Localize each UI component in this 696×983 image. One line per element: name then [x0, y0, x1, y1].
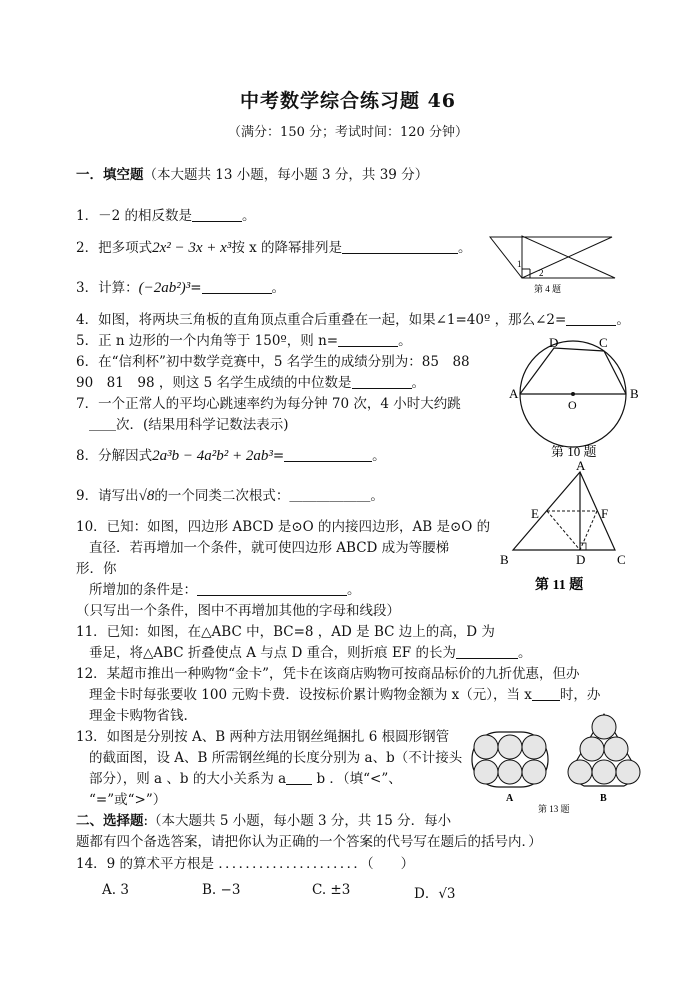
q11-line2: 垂足，将△ABC 折叠使点 A 与点 D 重合，则折痕 EF 的长为 [89, 645, 456, 661]
figure-4-diagram [488, 228, 618, 298]
fig11-fold-fd [580, 511, 597, 550]
q5-answer-blank[interactable] [338, 332, 398, 347]
q1-answer-blank[interactable] [192, 207, 242, 222]
fig10-label-a: A [509, 386, 519, 401]
fig4-triangle-top [490, 237, 612, 278]
fig10-quadrilateral [520, 348, 626, 394]
fig11-label-c: C [617, 552, 626, 567]
figure-11-diagram [497, 458, 635, 594]
fig13-caption: 第 13 题 [538, 804, 570, 814]
question-7-line1: 7．一个正常人的平均心跳速率约为每分钟 70 次，4 小时大约跳 [76, 396, 461, 412]
q1-text: 1．－2 的相反数是 [76, 208, 192, 224]
fig10-label-b: B [630, 386, 639, 401]
question-6-line2 [76, 371, 425, 391]
q2-pre: 2．把多项式 [76, 240, 153, 256]
q13-answer-blank[interactable] [286, 770, 312, 785]
fig11-label-d: D [576, 552, 586, 567]
section1-heading [76, 163, 428, 183]
question-13-line1: 13．如图是分别按 A、B 两种方法用钢丝绳捆扎 6 根圆形钢管 [76, 729, 450, 745]
fig13-pipe-b4 [568, 760, 592, 784]
question-13-line4: “=”或“>”） [89, 792, 167, 808]
question-13-line3 [89, 767, 402, 787]
q14-option-b[interactable]: B. −3 [202, 882, 241, 898]
q4-answer-blank[interactable] [566, 311, 616, 326]
q10-end: 。 [347, 582, 361, 598]
q9-mid: 的一个同类二次根式：＿＿＿＿＿＿。 [154, 488, 384, 504]
question-7-line2: ＿＿次．(结果用科学记数法表示) [89, 417, 289, 433]
question-5 [76, 329, 412, 349]
q2-end: 。 [458, 240, 472, 256]
fig13-label-a: A [506, 793, 514, 804]
section2-heading [76, 809, 451, 829]
q13-line3b: b ．（填“<”、 [312, 771, 402, 787]
fig4-label-2: 2 [539, 268, 544, 278]
fig10-center-dot [571, 392, 575, 396]
q14-option-c[interactable]: C. ±3 [312, 882, 351, 898]
fig10-label-c: C [599, 335, 608, 350]
q8-answer-blank[interactable] [284, 447, 372, 462]
fig13-pipe-a1 [474, 735, 498, 759]
question-4 [76, 308, 630, 328]
fig10-caption: 第 10 题 [551, 444, 597, 459]
question-2 [76, 236, 472, 257]
q12-line2b: 时，办 [559, 687, 601, 703]
fig11-fold-ed [547, 511, 580, 550]
fig13-pipe-a3 [522, 735, 546, 759]
fig13-pipe-b6 [616, 760, 640, 784]
question-10-line1: 10．已知：如图，四边形 ABCD 是⊙O 的内接四边形，AB 是⊙O 的 [76, 519, 491, 535]
q3-mid: = [190, 280, 202, 296]
question-9 [76, 484, 384, 505]
section2-line1: :（本大题共 5 小题，每小题 3 分，共 15 分．每小 [143, 813, 452, 829]
fig11-caption: 第 11 题 [535, 578, 584, 593]
fig11-label-e: E [531, 506, 539, 521]
question-12-line1: 12．某超市推出一种购物“金卡”，凭卡在该商店购物可按商品标价的九折优惠，但办 [76, 666, 580, 682]
q10-answer-blank[interactable] [197, 581, 347, 596]
q4-end: 。 [616, 312, 630, 328]
question-10-line3: 形．你 [76, 561, 117, 577]
q12-answer-blank[interactable] [532, 686, 560, 701]
question-11-line1: 11．已知：如图，在△ABC 中，BC=8 ，AD 是 BC 边上的高，D 为 [76, 624, 495, 640]
q3-pre: 3．计算： [76, 280, 139, 296]
fig13-pipe-b2 [580, 737, 604, 761]
fig13-pipe-a2 [498, 735, 522, 759]
q6-line2: 90 81 98 ，则这 5 名学生成绩的中位数是 [76, 375, 352, 391]
q8-expression: 2a³b − 4a²b² + 2ab³ [152, 448, 273, 464]
q4-text: 4．如图，将两块三角板的直角顶点重合后重叠在一起，如果∠1=40º ，那么∠2= [76, 312, 567, 328]
question-12-line2 [89, 683, 600, 703]
q1-end: 。 [241, 208, 256, 224]
fig10-label-d: D [549, 335, 559, 350]
fig11-label-f: F [601, 506, 609, 521]
fig13-pipe-b5 [592, 760, 616, 784]
question-10-line5: （只写出一个条件，图中不再增加其他的字母和线段） [76, 603, 400, 619]
q8-end: 。 [372, 448, 386, 464]
question-1 [76, 204, 255, 224]
question-3 [76, 276, 285, 297]
question-13-line2: 的截面图，设 A、B 所需钢丝绳的长度分别为 a、b（不计接头 [89, 750, 463, 766]
q10-line4: 所增加的条件是： [89, 582, 197, 598]
page-title: 中考数学综合练习题 46 [239, 90, 457, 112]
q12-line2a: 理金卡时每张要收 100 元购卡费．设按标价累计购物金额为 x（元），当 x [89, 687, 532, 703]
figure-13-diagram [464, 708, 664, 814]
q3-expression: (−2ab²)³ [138, 280, 191, 296]
q11-end: 。 [517, 645, 532, 661]
q13-line3a: 部分），则 a 、b 的大小关系为 a [89, 771, 287, 787]
q14-option-d[interactable]: D．√3 [414, 886, 456, 902]
question-10-line4 [89, 578, 361, 598]
q8-pre: 8．分解因式 [76, 448, 153, 464]
q8-mid: = [272, 448, 285, 464]
fig13-pipe-a5 [498, 760, 522, 784]
q2-answer-blank[interactable] [342, 239, 458, 254]
figure-10-diagram [508, 335, 640, 460]
q6-answer-blank[interactable] [352, 374, 412, 389]
question-10-line2: 直径．若再增加一个条件，就可使四边形 ABCD 成为等腰梯 [89, 540, 450, 556]
q3-end: 。 [271, 280, 286, 296]
q9-expression: √8 [138, 488, 155, 504]
section2-line2: 题都有四个备选答案，请把你认为正确的一个答案的代号写在题后的括号内．） [76, 834, 542, 850]
fig13-pipe-b3 [604, 737, 628, 761]
q14-option-a[interactable]: A. 3 [102, 882, 129, 898]
fig11-label-b: B [500, 552, 509, 567]
q2-mid: 按 x 的降幂排列是 [231, 240, 343, 256]
q6-end: 。 [411, 375, 425, 391]
q11-answer-blank[interactable] [456, 644, 518, 659]
question-11-line2 [89, 641, 531, 661]
fig4-caption: 第 4 题 [534, 284, 562, 294]
fig11-label-a: A [576, 458, 586, 473]
fig10-label-o: O [568, 398, 577, 412]
fig4-label-1: 1 [517, 259, 522, 269]
question-6-line1: 6．在“信利杯”初中数学竞赛中，5 名学生的成绩分别为：85 88 [76, 354, 470, 370]
page-subtitle: （满分：150 分；考试时间：120 分钟） [228, 125, 468, 140]
fig13-label-b: B [600, 793, 607, 804]
q3-answer-blank[interactable] [202, 279, 272, 294]
q5-end: 。 [398, 333, 412, 349]
fig13-pipe-a4 [474, 760, 498, 784]
fig13-pipe-b1 [592, 715, 616, 739]
q9-pre: 9．请写出 [76, 488, 139, 504]
question-12-line3: 理金卡购物省钱. [89, 708, 188, 724]
q2-expression: 2x² − 3x + x³ [152, 240, 232, 256]
question-8 [76, 444, 386, 465]
q5-text: 5．正 n 边形的一个内角等于 150º，则 n= [76, 333, 339, 349]
section2-title: 二、选择题 [76, 813, 144, 829]
section1-title: 一．填空题 [76, 167, 144, 183]
section1-note: （本大题共 13 小题，每小题 3 分，共 39 分） [143, 167, 429, 183]
fig13-pipe-a6 [522, 760, 546, 784]
question-14: 14．9 的算术平方根是 ．．．．．．．．．．．．．．．．．．．．．（ ） [76, 856, 415, 872]
